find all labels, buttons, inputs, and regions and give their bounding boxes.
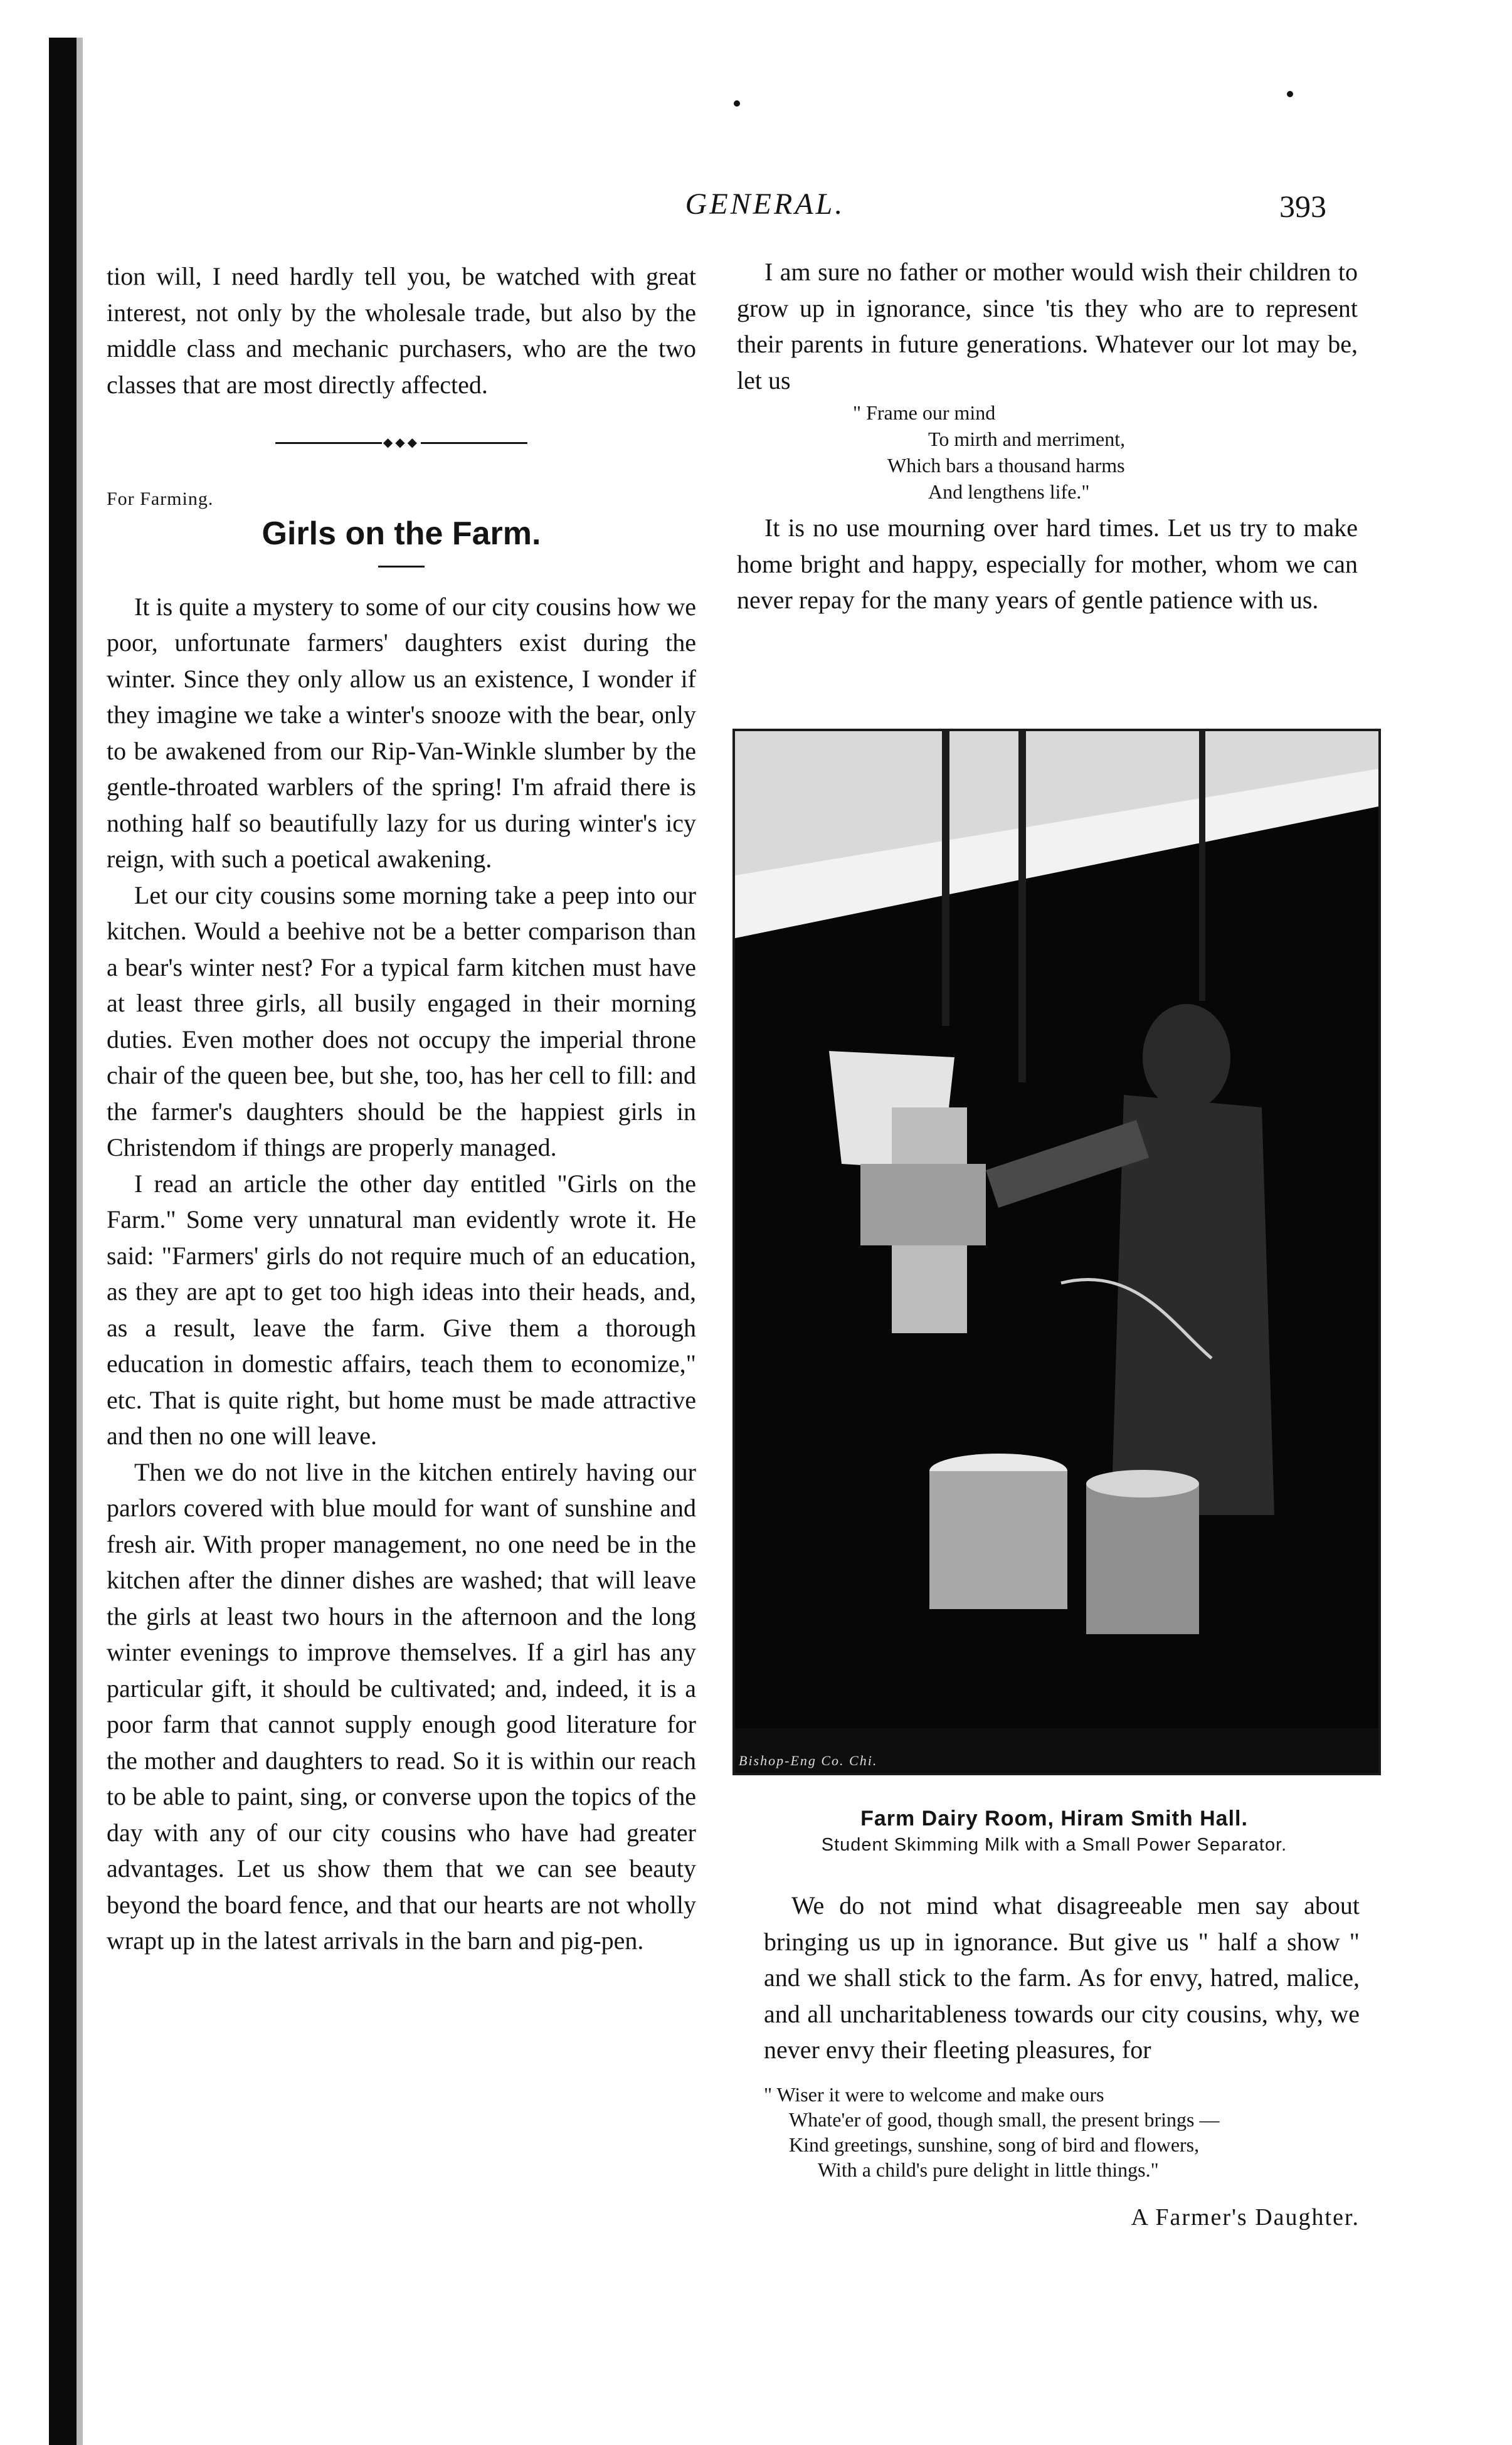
running-head: GENERAL. — [685, 187, 845, 221]
verse-line: Whate'er of good, though small, the present brings — — [789, 2108, 1220, 2131]
binding-edge — [77, 38, 83, 2445]
opening-paragraph: tion will, I need hardly tell you, be watched with great interest, not only by the wholesale trade, but also by the middle class and mechanic purchasers, who are the two classes that are most directly affected. — [107, 262, 696, 399]
engraver-credit: Bishop-Eng Co. Chi. — [739, 1753, 878, 1768]
photo-caption — [732, 1805, 1376, 1857]
photo-illustration — [735, 731, 1378, 1773]
left-column — [107, 258, 696, 1959]
verse-line: And lengthens life." — [928, 480, 1090, 503]
binding-shadow — [49, 38, 77, 2445]
section-label: For Farming. — [107, 488, 214, 509]
article-paragraph: It is no use mourning over hard times. Let us try to make home bright and happy, especially for mother, whom we can never repay for the many years of gentle patience with us. — [737, 514, 1358, 614]
right-column-lower — [764, 1888, 1360, 2236]
divider-line — [275, 442, 382, 444]
caption-title: Farm Dairy Room, Hiram Smith Hall. — [860, 1807, 1248, 1830]
divider-line — [421, 442, 527, 444]
article-paragraph: Then we do not live in the kitchen entirely having our parlors covered with blue mould for want of sunshine and fresh air. With proper management, no one need be in the kitchen after the dinner dishes are washed; that will leave the girls at least two hours in the afternoon and the long winter evenings to improve themselves. If a girl has any particular gift, it should be cultivated; and, indeed, it is a poor farm that cannot supply enough good literature for the mother and daughters to read. So it is within our reach to be able to paint, sing, or converse upon the topics of the day with any of our city cousins who have had greater advantages. Let us show them that we can see beauty beyond the board fence, and that our hearts are not wholly wrapt up in the latest arrivals in the barn and pig-pen. — [107, 1457, 696, 1955]
article-paragraph: I read an article the other day entitled "Girls on the Farm." Some very unnatural man evidently wrote it. He said: "Farmers' girls do not require much of an education, as they are apt to get too high ideas into their heads, and, as a result, leave the farm. Give them a thorough education in domestic affairs, teach them to economize," etc. That is quite right, but home must be made attractive and then no one will leave. — [107, 1169, 696, 1450]
dairy-room-photo — [732, 729, 1381, 1775]
verse-line: With a child's pure delight in little things." — [818, 2158, 1159, 2181]
page-number: 393 — [1279, 189, 1326, 224]
caption-subtitle: Student Skimming Milk with a Small Power Separator. — [821, 1835, 1287, 1855]
verse-line: To mirth and merriment, — [928, 428, 1126, 450]
article-headline: Girls on the Farm. — [262, 515, 541, 552]
verse-line: " Wiser it were to welcome and make ours — [764, 2083, 1104, 2106]
verse-line: Which bars a thousand harms — [887, 454, 1125, 477]
diamond-ornament-icon: ◆◆◆ — [383, 436, 420, 450]
verse-line: " Frame our mind — [853, 401, 996, 424]
verse-line: Kind greetings, sunshine, song of bird and flowers, — [789, 2133, 1200, 2156]
section-divider — [107, 425, 696, 462]
ink-speck — [1287, 91, 1293, 97]
author-signature: A Farmer's Daughter. — [1131, 2204, 1360, 2231]
article-paragraph: Let our city cousins some morning take a peep into our kitchen. Would a beehive not be a better comparison than a bear's winter nest? For a typical farm kitchen must have at least three girls, all busily engaged in their morning duties. Even mother does not occupy the imperial throne chair of the queen bee, but she, too, has her cell to fill: and the farmer's daughters should be the happiest girls in Christendom if things are properly managed. — [107, 880, 696, 1161]
ink-speck — [734, 100, 740, 107]
intro-paragraph: I am sure no father or mother would wish their children to grow up in ignorance, since 'tis they who are to represent their parents in future generations. Whatever our lot may be, let us — [737, 258, 1358, 394]
quoted-verse — [737, 399, 1358, 505]
closing-paragraph: We do not mind what disagreeable men say about bringing us up in ignorance. But give us " half a show " and we shall stick to the farm. As for envy, hatred, malice, and all uncharitableness towards our city cousins, why, we never envy their fleeting pleasures, for — [764, 1891, 1360, 2064]
closing-verse — [764, 2082, 1360, 2182]
right-column — [737, 254, 1358, 618]
headline-rule — [378, 566, 425, 568]
article-paragraph: It is quite a mystery to some of our city cousins how we poor, unfortunate farmers' daughters exist during the winter. Since they only allow us an existence, I wonder if they imagine we take a winter's snooze with the bear, only to be awakened from our Rip-Van-Winkle slumber by the gentle-throated warblers of the spring! I'm afraid there is nothing half so beautifully lazy for us during winter's icy reign, with such a poetical awakening. — [107, 592, 696, 873]
